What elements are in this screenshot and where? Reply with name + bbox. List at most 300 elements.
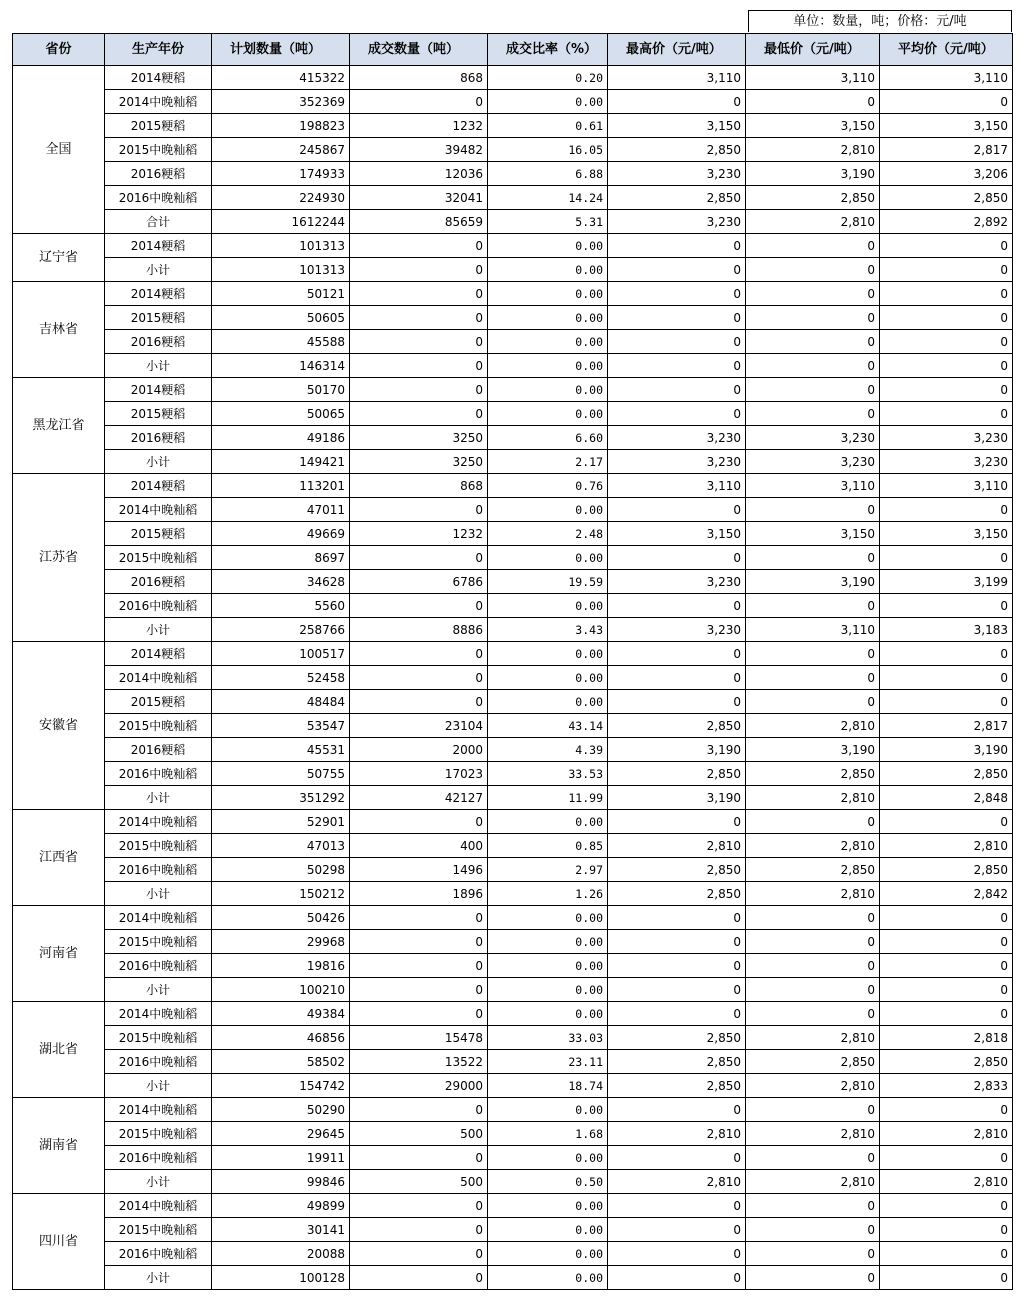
avg-price-cell: 2,810 <box>880 834 1013 858</box>
trade-ratio-cell: 14.24 <box>488 186 608 210</box>
min-price-cell: 0 <box>746 306 880 330</box>
header-max-price: 最高价（元/吨） <box>608 34 746 66</box>
traded-qty-cell: 0 <box>350 906 488 930</box>
year-cell: 2014中晚籼稻 <box>105 1002 212 1026</box>
table-row <box>13 1026 1013 1050</box>
table-row <box>13 282 1013 306</box>
min-price-cell: 0 <box>746 930 880 954</box>
table-row <box>13 1194 1013 1218</box>
min-price-cell: 0 <box>746 258 880 282</box>
min-price-cell: 2,850 <box>746 858 880 882</box>
table-row <box>13 954 1013 978</box>
trade-ratio-cell: 33.53 <box>488 762 608 786</box>
header-year: 生产年份 <box>105 34 212 66</box>
max-price-cell: 3,150 <box>608 522 746 546</box>
traded-qty-cell: 868 <box>350 474 488 498</box>
trade-ratio-cell: 3.43 <box>488 618 608 642</box>
traded-qty-cell: 0 <box>350 978 488 1002</box>
traded-qty-cell: 868 <box>350 66 488 90</box>
province-cell: 江苏省 <box>13 474 105 642</box>
planned-qty-cell: 30141 <box>212 1218 350 1242</box>
province-cell: 黑龙江省 <box>13 378 105 474</box>
avg-price-cell: 0 <box>880 498 1013 522</box>
year-cell: 2015中晚籼稻 <box>105 1026 212 1050</box>
trade-ratio-cell: 0.00 <box>488 1242 608 1266</box>
min-price-cell: 0 <box>746 1242 880 1266</box>
traded-qty-cell: 23104 <box>350 714 488 738</box>
trade-ratio-cell: 0.00 <box>488 498 608 522</box>
planned-qty-cell: 99846 <box>212 1170 350 1194</box>
avg-price-cell: 0 <box>880 1146 1013 1170</box>
traded-qty-cell: 0 <box>350 930 488 954</box>
trade-ratio-cell: 18.74 <box>488 1074 608 1098</box>
province-cell: 吉林省 <box>13 282 105 378</box>
year-cell: 小计 <box>105 354 212 378</box>
planned-qty-cell: 50426 <box>212 906 350 930</box>
min-price-cell: 0 <box>746 1218 880 1242</box>
year-cell: 2015中晚籼稻 <box>105 1218 212 1242</box>
trade-ratio-cell: 0.00 <box>488 402 608 426</box>
traded-qty-cell: 500 <box>350 1170 488 1194</box>
province-cell: 辽宁省 <box>13 234 105 282</box>
year-cell: 2016中晚籼稻 <box>105 1050 212 1074</box>
planned-qty-cell: 154742 <box>212 1074 350 1098</box>
avg-price-cell: 2,850 <box>880 762 1013 786</box>
max-price-cell: 2,810 <box>608 834 746 858</box>
year-cell: 小计 <box>105 450 212 474</box>
min-price-cell: 0 <box>746 810 880 834</box>
year-cell: 2014中晚籼稻 <box>105 498 212 522</box>
traded-qty-cell: 0 <box>350 1194 488 1218</box>
min-price-cell: 2,810 <box>746 882 880 906</box>
max-price-cell: 2,850 <box>608 1074 746 1098</box>
traded-qty-cell: 0 <box>350 378 488 402</box>
planned-qty-cell: 174933 <box>212 162 350 186</box>
planned-qty-cell: 46856 <box>212 1026 350 1050</box>
traded-qty-cell: 0 <box>350 1002 488 1026</box>
table-row <box>13 762 1013 786</box>
planned-qty-cell: 150212 <box>212 882 350 906</box>
trade-ratio-cell: 0.00 <box>488 1218 608 1242</box>
table-row <box>13 1002 1013 1026</box>
avg-price-cell: 2,848 <box>880 786 1013 810</box>
year-cell: 2015粳稻 <box>105 522 212 546</box>
avg-price-cell: 2,842 <box>880 882 1013 906</box>
trade-ratio-cell: 0.61 <box>488 114 608 138</box>
min-price-cell: 3,230 <box>746 450 880 474</box>
table-row <box>13 114 1013 138</box>
min-price-cell: 3,190 <box>746 570 880 594</box>
planned-qty-cell: 351292 <box>212 786 350 810</box>
traded-qty-cell: 13522 <box>350 1050 488 1074</box>
avg-price-cell: 0 <box>880 1098 1013 1122</box>
year-cell: 2016中晚籼稻 <box>105 1242 212 1266</box>
table-row <box>13 234 1013 258</box>
avg-price-cell: 0 <box>880 978 1013 1002</box>
planned-qty-cell: 258766 <box>212 618 350 642</box>
trade-ratio-cell: 0.00 <box>488 258 608 282</box>
traded-qty-cell: 0 <box>350 594 488 618</box>
trade-ratio-cell: 33.03 <box>488 1026 608 1050</box>
trade-ratio-cell: 0.00 <box>488 594 608 618</box>
table-row <box>13 666 1013 690</box>
avg-price-cell: 2,818 <box>880 1026 1013 1050</box>
avg-price-cell: 0 <box>880 282 1013 306</box>
traded-qty-cell: 0 <box>350 666 488 690</box>
avg-price-cell: 2,833 <box>880 1074 1013 1098</box>
traded-qty-cell: 32041 <box>350 186 488 210</box>
year-cell: 小计 <box>105 882 212 906</box>
traded-qty-cell: 6786 <box>350 570 488 594</box>
max-price-cell: 3,230 <box>608 162 746 186</box>
trade-ratio-cell: 0.00 <box>488 90 608 114</box>
traded-qty-cell: 0 <box>350 690 488 714</box>
traded-qty-cell: 1496 <box>350 858 488 882</box>
table-row <box>13 90 1013 114</box>
table-row <box>13 330 1013 354</box>
planned-qty-cell: 49669 <box>212 522 350 546</box>
trade-ratio-cell: 11.99 <box>488 786 608 810</box>
year-cell: 2014粳稻 <box>105 474 212 498</box>
max-price-cell: 3,110 <box>608 66 746 90</box>
avg-price-cell: 3,110 <box>880 474 1013 498</box>
table-row <box>13 66 1013 90</box>
max-price-cell: 0 <box>608 690 746 714</box>
trade-ratio-cell: 0.00 <box>488 282 608 306</box>
planned-qty-cell: 50605 <box>212 306 350 330</box>
year-cell: 2015中晚籼稻 <box>105 714 212 738</box>
trade-ratio-cell: 6.88 <box>488 162 608 186</box>
province-cell: 四川省 <box>13 1194 105 1290</box>
year-cell: 2014中晚籼稻 <box>105 810 212 834</box>
traded-qty-cell: 15478 <box>350 1026 488 1050</box>
table-row <box>13 1146 1013 1170</box>
avg-price-cell: 0 <box>880 402 1013 426</box>
year-cell: 2016粳稻 <box>105 426 212 450</box>
max-price-cell: 2,850 <box>608 762 746 786</box>
trade-ratio-cell: 0.85 <box>488 834 608 858</box>
planned-qty-cell: 50065 <box>212 402 350 426</box>
table-row <box>13 570 1013 594</box>
traded-qty-cell: 29000 <box>350 1074 488 1098</box>
avg-price-cell: 3,183 <box>880 618 1013 642</box>
trade-ratio-cell: 1.68 <box>488 1122 608 1146</box>
traded-qty-cell: 85659 <box>350 210 488 234</box>
min-price-cell: 3,110 <box>746 474 880 498</box>
year-cell: 2016中晚籼稻 <box>105 1146 212 1170</box>
table-row <box>13 930 1013 954</box>
max-price-cell: 0 <box>608 402 746 426</box>
max-price-cell: 0 <box>608 1266 746 1290</box>
table-row <box>13 426 1013 450</box>
table-row <box>13 618 1013 642</box>
min-price-cell: 0 <box>746 1098 880 1122</box>
max-price-cell: 3,230 <box>608 210 746 234</box>
traded-qty-cell: 0 <box>350 1242 488 1266</box>
planned-qty-cell: 50121 <box>212 282 350 306</box>
year-cell: 2014粳稻 <box>105 234 212 258</box>
table-row <box>13 354 1013 378</box>
avg-price-cell: 2,817 <box>880 138 1013 162</box>
max-price-cell: 0 <box>608 378 746 402</box>
year-cell: 2014粳稻 <box>105 378 212 402</box>
traded-qty-cell: 17023 <box>350 762 488 786</box>
table-row <box>13 402 1013 426</box>
year-cell: 2016中晚籼稻 <box>105 186 212 210</box>
max-price-cell: 0 <box>608 546 746 570</box>
planned-qty-cell: 47011 <box>212 498 350 522</box>
planned-qty-cell: 113201 <box>212 474 350 498</box>
year-cell: 2016中晚籼稻 <box>105 954 212 978</box>
trade-ratio-cell: 0.00 <box>488 1194 608 1218</box>
traded-qty-cell: 42127 <box>350 786 488 810</box>
unit-note-row <box>12 10 1012 33</box>
max-price-cell: 3,190 <box>608 786 746 810</box>
min-price-cell: 0 <box>746 1194 880 1218</box>
table-row <box>13 138 1013 162</box>
trade-ratio-cell: 0.00 <box>488 642 608 666</box>
planned-qty-cell: 48484 <box>212 690 350 714</box>
header-planned-qty: 计划数量（吨） <box>212 34 350 66</box>
trade-ratio-cell: 2.17 <box>488 450 608 474</box>
avg-price-cell: 3,199 <box>880 570 1013 594</box>
min-price-cell: 3,110 <box>746 618 880 642</box>
province-cell: 全国 <box>13 66 105 234</box>
avg-price-cell: 2,850 <box>880 186 1013 210</box>
unit-note: 单位：数量，吨；价格：元/吨 <box>748 10 1012 32</box>
max-price-cell: 0 <box>608 1218 746 1242</box>
max-price-cell: 2,810 <box>608 1170 746 1194</box>
traded-qty-cell: 3250 <box>350 426 488 450</box>
report-container <box>12 10 1012 1290</box>
table-row <box>13 186 1013 210</box>
planned-qty-cell: 1612244 <box>212 210 350 234</box>
year-cell: 2014中晚籼稻 <box>105 666 212 690</box>
table-row <box>13 1098 1013 1122</box>
table-row <box>13 210 1013 234</box>
avg-price-cell: 3,230 <box>880 426 1013 450</box>
planned-qty-cell: 149421 <box>212 450 350 474</box>
planned-qty-cell: 101313 <box>212 258 350 282</box>
max-price-cell: 0 <box>608 954 746 978</box>
min-price-cell: 3,230 <box>746 426 880 450</box>
planned-qty-cell: 45531 <box>212 738 350 762</box>
avg-price-cell: 3,206 <box>880 162 1013 186</box>
planned-qty-cell: 34628 <box>212 570 350 594</box>
max-price-cell: 0 <box>608 930 746 954</box>
header-row <box>13 34 1013 66</box>
max-price-cell: 3,150 <box>608 114 746 138</box>
year-cell: 小计 <box>105 258 212 282</box>
avg-price-cell: 0 <box>880 90 1013 114</box>
max-price-cell: 2,850 <box>608 1050 746 1074</box>
traded-qty-cell: 1896 <box>350 882 488 906</box>
table-row <box>13 1122 1013 1146</box>
table-row <box>13 786 1013 810</box>
avg-price-cell: 0 <box>880 378 1013 402</box>
year-cell: 小计 <box>105 618 212 642</box>
max-price-cell: 3,230 <box>608 450 746 474</box>
planned-qty-cell: 198823 <box>212 114 350 138</box>
traded-qty-cell: 0 <box>350 810 488 834</box>
min-price-cell: 0 <box>746 642 880 666</box>
min-price-cell: 3,150 <box>746 114 880 138</box>
min-price-cell: 0 <box>746 1002 880 1026</box>
year-cell: 2014粳稻 <box>105 642 212 666</box>
year-cell: 2014中晚籼稻 <box>105 90 212 114</box>
year-cell: 小计 <box>105 786 212 810</box>
trade-ratio-cell: 0.00 <box>488 306 608 330</box>
traded-qty-cell: 0 <box>350 258 488 282</box>
year-cell: 2016粳稻 <box>105 570 212 594</box>
min-price-cell: 3,150 <box>746 522 880 546</box>
planned-qty-cell: 45588 <box>212 330 350 354</box>
trade-ratio-cell: 5.31 <box>488 210 608 234</box>
max-price-cell: 0 <box>608 234 746 258</box>
avg-price-cell: 0 <box>880 666 1013 690</box>
max-price-cell: 2,850 <box>608 186 746 210</box>
min-price-cell: 2,850 <box>746 186 880 210</box>
table-row <box>13 810 1013 834</box>
table-row <box>13 594 1013 618</box>
traded-qty-cell: 1232 <box>350 114 488 138</box>
avg-price-cell: 0 <box>880 1266 1013 1290</box>
traded-qty-cell: 0 <box>350 1218 488 1242</box>
trade-ratio-cell: 23.11 <box>488 1050 608 1074</box>
trade-ratio-cell: 0.00 <box>488 1098 608 1122</box>
planned-qty-cell: 47013 <box>212 834 350 858</box>
header-avg-price: 平均价（元/吨） <box>880 34 1013 66</box>
max-price-cell: 0 <box>608 258 746 282</box>
traded-qty-cell: 1232 <box>350 522 488 546</box>
table-row <box>13 858 1013 882</box>
table-row <box>13 1170 1013 1194</box>
planned-qty-cell: 53547 <box>212 714 350 738</box>
trade-ratio-cell: 6.60 <box>488 426 608 450</box>
trade-ratio-cell: 0.00 <box>488 906 608 930</box>
traded-qty-cell: 0 <box>350 954 488 978</box>
header-traded-qty: 成交数量（吨） <box>350 34 488 66</box>
max-price-cell: 0 <box>608 1098 746 1122</box>
avg-price-cell: 2,850 <box>880 858 1013 882</box>
max-price-cell: 0 <box>608 1146 746 1170</box>
traded-qty-cell: 0 <box>350 546 488 570</box>
max-price-cell: 0 <box>608 306 746 330</box>
avg-price-cell: 0 <box>880 546 1013 570</box>
trade-ratio-cell: 0.00 <box>488 234 608 258</box>
traded-qty-cell: 3250 <box>350 450 488 474</box>
year-cell: 2016粳稻 <box>105 738 212 762</box>
trade-ratio-cell: 0.00 <box>488 954 608 978</box>
traded-qty-cell: 0 <box>350 306 488 330</box>
year-cell: 2015中晚籼稻 <box>105 834 212 858</box>
planned-qty-cell: 19911 <box>212 1146 350 1170</box>
min-price-cell: 2,810 <box>746 1026 880 1050</box>
avg-price-cell: 0 <box>880 1242 1013 1266</box>
traded-qty-cell: 0 <box>350 90 488 114</box>
trade-ratio-cell: 0.00 <box>488 354 608 378</box>
max-price-cell: 3,190 <box>608 738 746 762</box>
table-row <box>13 642 1013 666</box>
table-row <box>13 258 1013 282</box>
planned-qty-cell: 101313 <box>212 234 350 258</box>
traded-qty-cell: 0 <box>350 282 488 306</box>
max-price-cell: 3,110 <box>608 474 746 498</box>
avg-price-cell: 0 <box>880 306 1013 330</box>
planned-qty-cell: 52901 <box>212 810 350 834</box>
province-cell: 湖北省 <box>13 1002 105 1098</box>
table-row <box>13 450 1013 474</box>
year-cell: 2014中晚籼稻 <box>105 1098 212 1122</box>
table-row <box>13 378 1013 402</box>
province-cell: 江西省 <box>13 810 105 906</box>
traded-qty-cell: 2000 <box>350 738 488 762</box>
min-price-cell: 2,810 <box>746 1122 880 1146</box>
avg-price-cell: 2,810 <box>880 1122 1013 1146</box>
avg-price-cell: 2,817 <box>880 714 1013 738</box>
table-row <box>13 1218 1013 1242</box>
min-price-cell: 2,850 <box>746 1050 880 1074</box>
max-price-cell: 0 <box>608 1242 746 1266</box>
planned-qty-cell: 146314 <box>212 354 350 378</box>
max-price-cell: 0 <box>608 906 746 930</box>
traded-qty-cell: 400 <box>350 834 488 858</box>
max-price-cell: 2,850 <box>608 1026 746 1050</box>
max-price-cell: 0 <box>608 594 746 618</box>
min-price-cell: 2,810 <box>746 138 880 162</box>
traded-qty-cell: 0 <box>350 1266 488 1290</box>
min-price-cell: 2,810 <box>746 714 880 738</box>
max-price-cell: 0 <box>608 1002 746 1026</box>
max-price-cell: 2,850 <box>608 714 746 738</box>
max-price-cell: 2,850 <box>608 858 746 882</box>
max-price-cell: 2,810 <box>608 1122 746 1146</box>
trade-ratio-cell: 19.59 <box>488 570 608 594</box>
trade-ratio-cell: 0.00 <box>488 1002 608 1026</box>
table-row <box>13 834 1013 858</box>
traded-qty-cell: 0 <box>350 642 488 666</box>
min-price-cell: 0 <box>746 666 880 690</box>
avg-price-cell: 0 <box>880 234 1013 258</box>
min-price-cell: 2,810 <box>746 1074 880 1098</box>
table-row <box>13 306 1013 330</box>
year-cell: 2014粳稻 <box>105 282 212 306</box>
min-price-cell: 0 <box>746 954 880 978</box>
year-cell: 2015粳稻 <box>105 402 212 426</box>
max-price-cell: 3,230 <box>608 618 746 642</box>
traded-qty-cell: 12036 <box>350 162 488 186</box>
year-cell: 2016中晚籼稻 <box>105 858 212 882</box>
min-price-cell: 0 <box>746 978 880 1002</box>
planned-qty-cell: 20088 <box>212 1242 350 1266</box>
year-cell: 2014中晚籼稻 <box>105 906 212 930</box>
min-price-cell: 0 <box>746 402 880 426</box>
max-price-cell: 3,230 <box>608 570 746 594</box>
min-price-cell: 0 <box>746 90 880 114</box>
table-row <box>13 906 1013 930</box>
avg-price-cell: 0 <box>880 642 1013 666</box>
min-price-cell: 2,810 <box>746 210 880 234</box>
min-price-cell: 0 <box>746 690 880 714</box>
min-price-cell: 0 <box>746 378 880 402</box>
trade-ratio-cell: 0.00 <box>488 1146 608 1170</box>
year-cell: 2015中晚籼稻 <box>105 1122 212 1146</box>
trade-ratio-cell: 0.00 <box>488 666 608 690</box>
header-province: 省份 <box>13 34 105 66</box>
year-cell: 2016粳稻 <box>105 162 212 186</box>
planned-qty-cell: 19816 <box>212 954 350 978</box>
avg-price-cell: 0 <box>880 354 1013 378</box>
